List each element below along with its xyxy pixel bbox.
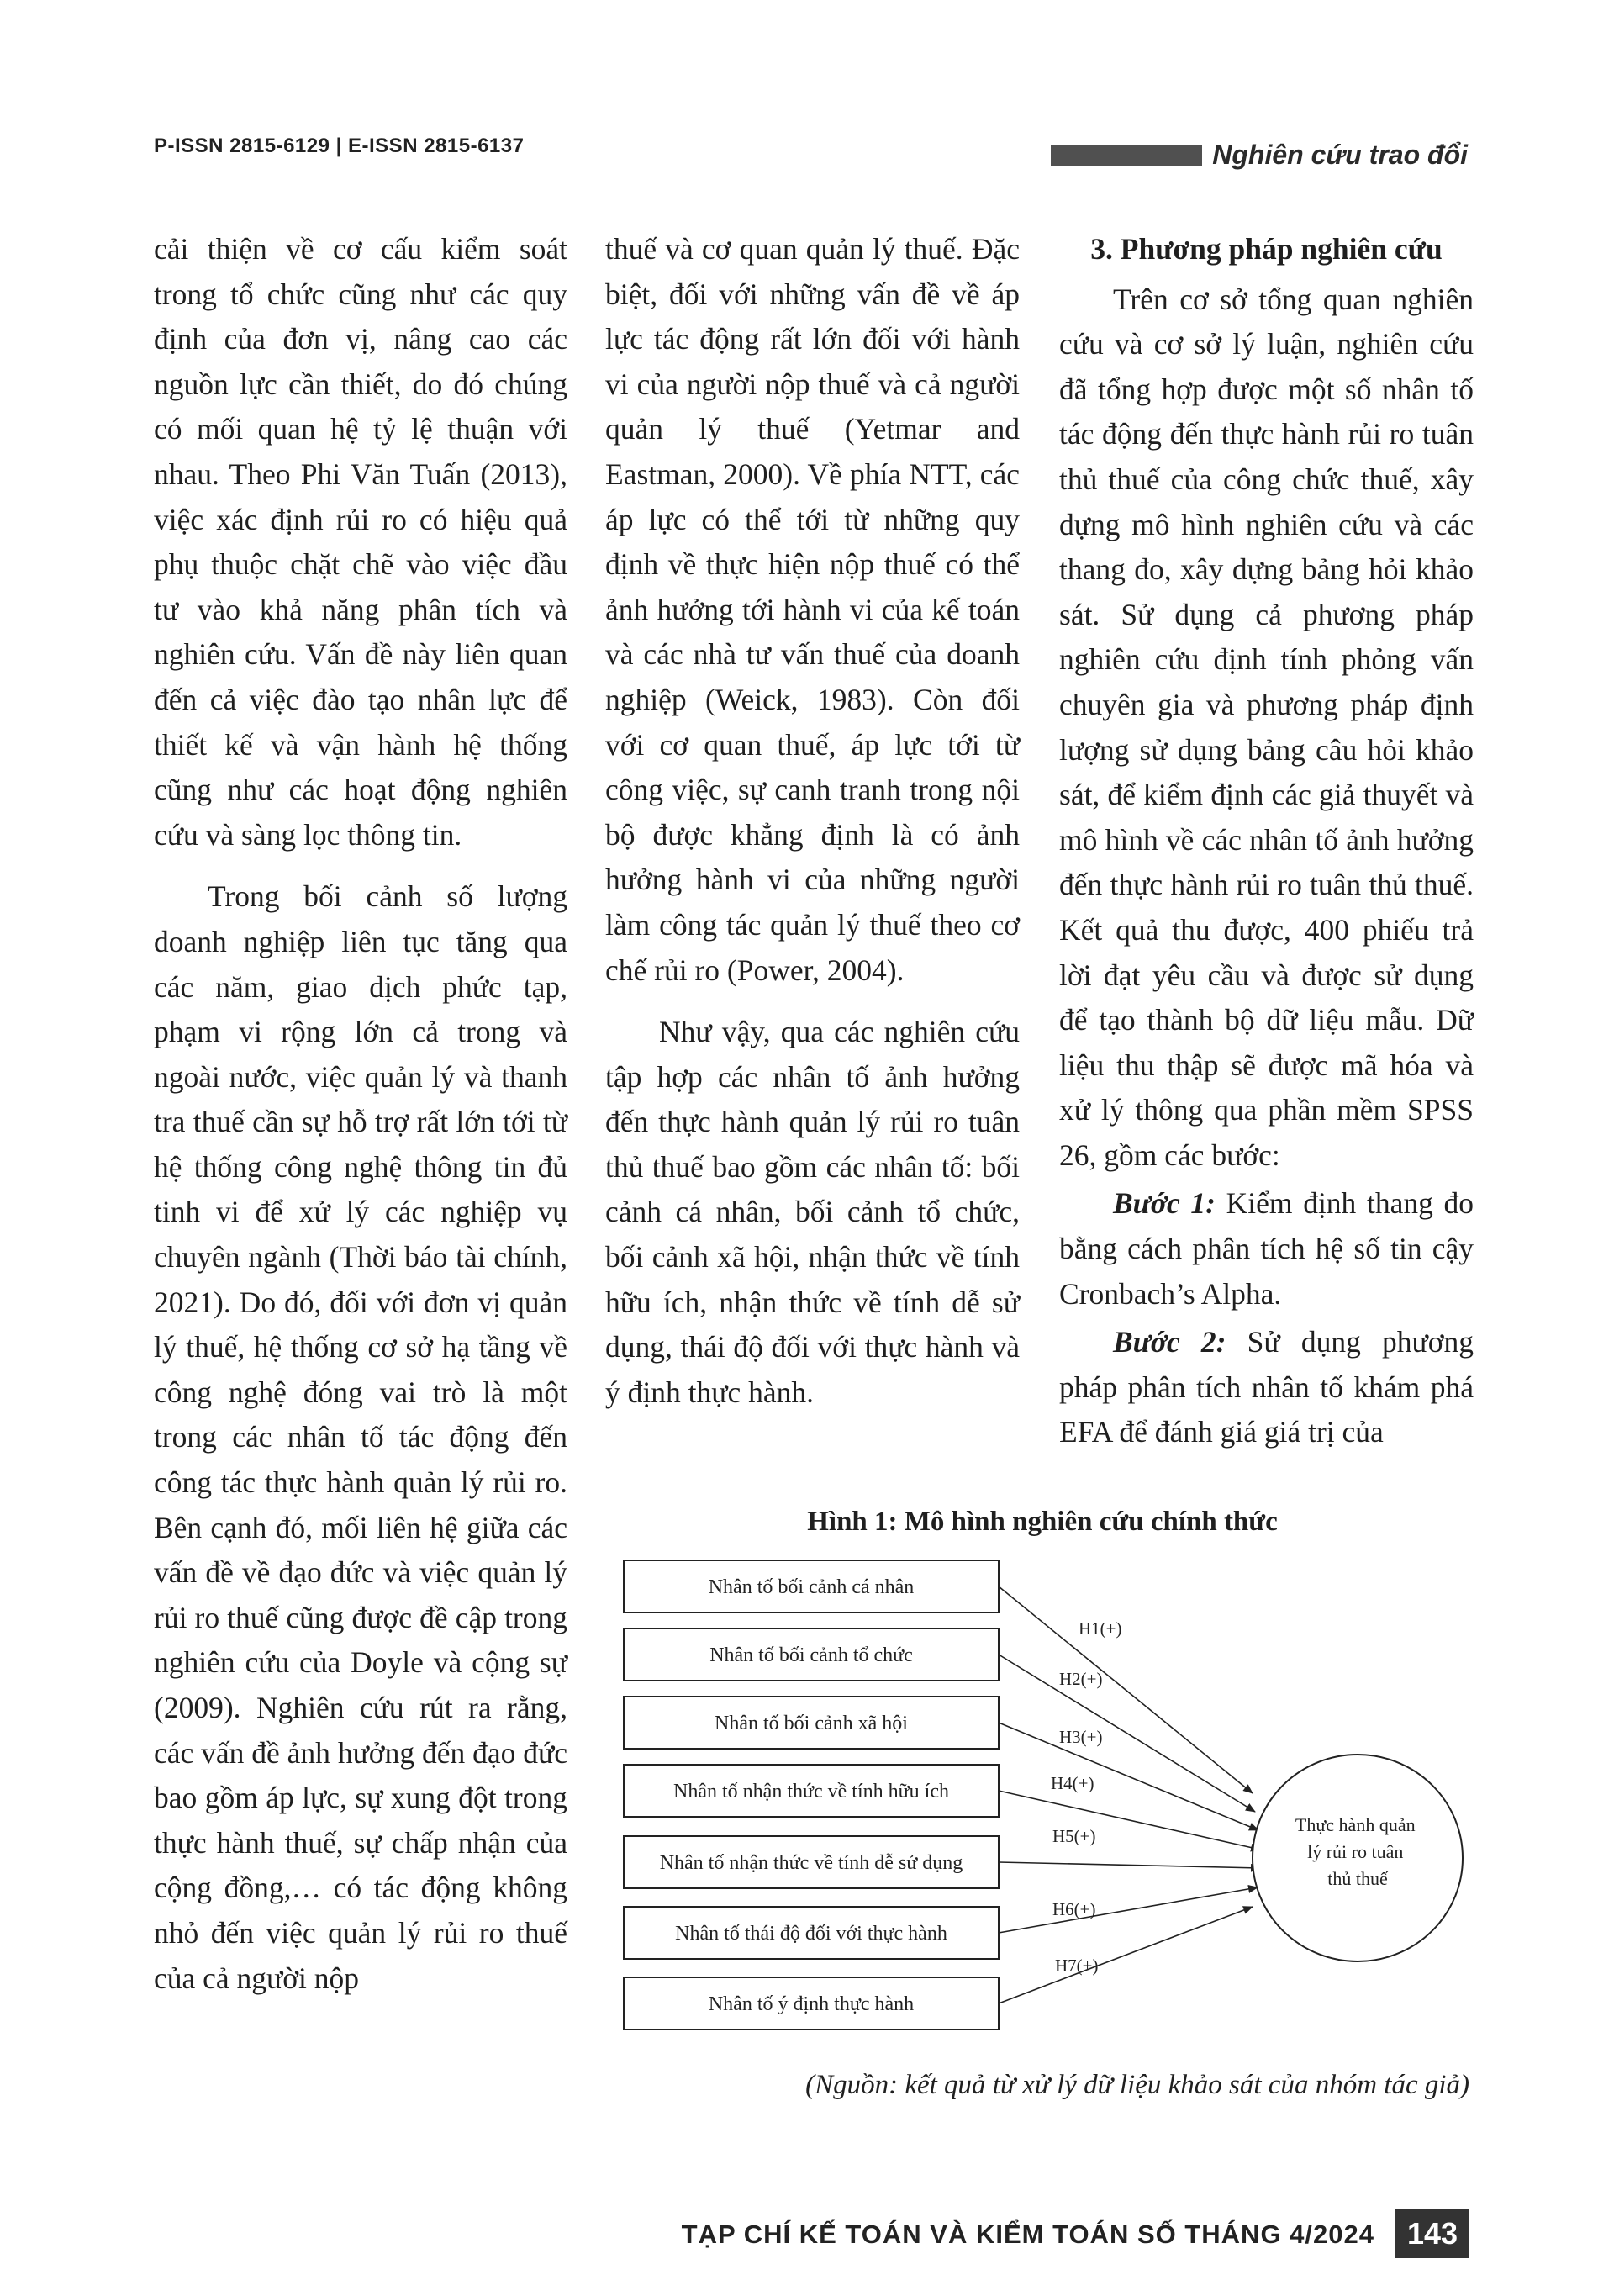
factor-label: Nhân tố nhận thức về tính dễ sử dụng — [659, 1852, 963, 1874]
hypothesis-arrow — [999, 1887, 1258, 1933]
hypothesis-arrow — [999, 1655, 1255, 1812]
issn-header: P-ISSN 2815-6129 | E-ISSN 2815-6137 — [154, 135, 525, 157]
paragraph: Trên cơ sở tổng quan nghiên cứu và cơ sở lý luận, nghiên cứu đã tổng hợp được một số nhân tố tác động đến thực hành rủi ro tuân thủ thuế của công chức thuế, xây dựng mô hình nghiên cứu và các thang đo, xây dựng bảng hỏi khảo sát. Sử dụng cả phương pháp nghiên cứu định tính phỏng vấn chuyên gia và phương pháp định lượng sử dụng bảng câu hỏi khảo sát, để kiểm định các giả thuyết và mô hình về các nhân tố ảnh hưởng đến thực hành rủi ro tuân thủ thuế. Kết quả thu được, 400 phiếu trả lời đạt yêu cầu và được sử dụng để tạo thành bộ dữ liệu mẫu. Dữ liệu thu thập sẽ được mã hóa và xử lý thông qua phần mềm SPSS 26, gồm các bước: — [1059, 282, 1474, 1172]
hypothesis-arrow — [999, 1723, 1258, 1830]
figure-title: Hình 1: Mô hình nghiên cứu chính thức — [807, 1507, 1278, 1537]
factor-label: Nhân tố bối cảnh cá nhân — [708, 1576, 915, 1598]
factor-label: Nhân tố nhận thức về tính hữu ích — [673, 1781, 949, 1802]
section-name: Nghiên cứu trao đổi — [1212, 140, 1468, 170]
hypothesis-label: H4(+) — [1051, 1773, 1094, 1793]
hypothesis-label: H1(+) — [1079, 1618, 1122, 1639]
section-heading: 3. Phương pháp nghiên cứu — [1090, 232, 1443, 266]
hypothesis-label: H7(+) — [1055, 1956, 1099, 1976]
paragraph: Như vậy, qua các nghiên cứu tập hợp các nhân tố ảnh hưởng đến thực hành quản lý rủi ro tuân thủ thuế bao gồm các nhân tố: bối cảnh cá nhân, bối cảnh tổ chức, bối cảnh xã hội, nhận thức về tính hữu ích, nhận thức về tính dễ sử dụng, thái độ đối với thực hành và ý định thực hành. — [605, 1015, 1020, 1409]
paragraph: Trong bối cảnh số lượng doanh nghiệp liên tục tăng qua các năm, giao dịch phức tạp, phạm vi rộng lớn cả trong và ngoài nước, việc quản lý và thanh tra thuế cần sự hỗ trợ rất lớn tới từ hệ thống công nghệ thông tin đủ tinh vi để xử lý các nghiệp vụ chuyên ngành (Thời báo tài chính, 2021). Do đó, đối với đơn vị quản lý thuế, hệ thống cơ sở hạ tầng về công nghệ đóng vai trò là một trong các nhân tố tác động đến công tác thực hành quản lý rủi ro. Bên cạnh đó, mối liên hệ giữa các vấn đề về đạo đức và việc quản lý rủi ro thuế cũng được đề cập trong nghiên cứu của Doyle và cộng sự (2009). Nghiên cứu rút ra rằng, các vấn đề ảnh hưởng đến đạo đức bao gồm áp lực, sự xung đột trong thực hành thuế, sự chấp nhận của cộng đồng,… có tác động không nhỏ đến việc quản lý rủi ro thuế của cả người nộp — [154, 879, 567, 1995]
factor-label: Nhân tố thái độ đối với thực hành — [675, 1923, 947, 1945]
factor-label: Nhân tố bối cảnh tổ chức — [709, 1644, 913, 1666]
hypothesis-label: H5(+) — [1052, 1826, 1096, 1846]
journal-footer: TẠP CHÍ KẾ TOÁN VÀ KIỂM TOÁN SỐ THÁNG 4/2024 — [681, 2219, 1374, 2249]
page-number: 143 — [1395, 2209, 1469, 2258]
hypothesis-arrow — [999, 1791, 1260, 1850]
outcome-line-1: Thực hành quản — [1295, 1814, 1416, 1835]
hypothesis-arrow — [999, 1907, 1253, 2003]
step-2-label: Bước 2: — [1113, 1325, 1226, 1359]
hypothesis-label: H3(+) — [1059, 1727, 1103, 1747]
paragraph: cải thiện về cơ cấu kiểm soát trong tổ chức cũng như các quy định của đơn vị, nâng cao các nguồn lực cần thiết, do đó chúng có mối quan hệ tỷ lệ thuận với nhau. Theo Phi Văn Tuấn (2013), việc xác định rủi ro có hiệu quả phụ thuộc chặt chẽ vào việc đầu tư vào khả năng phân tích và nghiên cứu. Vấn đề này liên quan đến cả việc đào tạo nhân lực để thiết kế và vận hành hệ thống cũng như các hoạt động nghiên cứu và sàng lọc thông tin. — [154, 232, 567, 852]
hypothesis-label: H6(+) — [1052, 1899, 1096, 1919]
hypothesis-label: H2(+) — [1059, 1669, 1103, 1689]
factor-label: Nhân tố bối cảnh xã hội — [715, 1713, 908, 1734]
outcome-line-2: lý rủi ro tuân — [1307, 1841, 1404, 1862]
step-2-text: Sử dụng phương pháp phân tích nhân tố khám phá EFA để đánh giá giá trị của — [1059, 1325, 1474, 1449]
factor-label: Nhân tố ý định thực hành — [708, 1993, 915, 2015]
figure-source: (Nguồn: kết quả từ xử lý dữ liệu khảo sát của nhóm tác giả) — [805, 2070, 1469, 2100]
step-1-label: Bước 1: — [1113, 1186, 1216, 1221]
step-1-text: Kiểm định thang đo bằng cách phân tích hệ số tin cậy Cronbach’s Alpha. — [1059, 1186, 1474, 1311]
hypothesis-arrow — [999, 1586, 1253, 1793]
hypothesis-arrow — [999, 1862, 1260, 1868]
outcome-line-3: thủ thuế — [1327, 1868, 1388, 1889]
paragraph: thuế và cơ quan quản lý thuế. Đặc biệt, đối với những vấn đề về áp lực tác động rất lớn đối với hành vi của người nộp thuế và cả người quản lý thuế (Yetmar and Eastman, 2000). Về phía NTT, các áp lực có thể tới từ những quy định về thực hiện nộp thuế có thể ảnh hưởng tới hành vi của kế toán và các nhà tư vấn thuế của doanh nghiệp (Weick, 1983). Còn đối với cơ quan thuế, áp lực tới từ công việc, sự canh tranh trong nội bộ được khẳng định là có ảnh hưởng hành vi của những người làm công tác quản lý thuế theo cơ chế rủi ro (Power, 2004). — [605, 232, 1020, 987]
